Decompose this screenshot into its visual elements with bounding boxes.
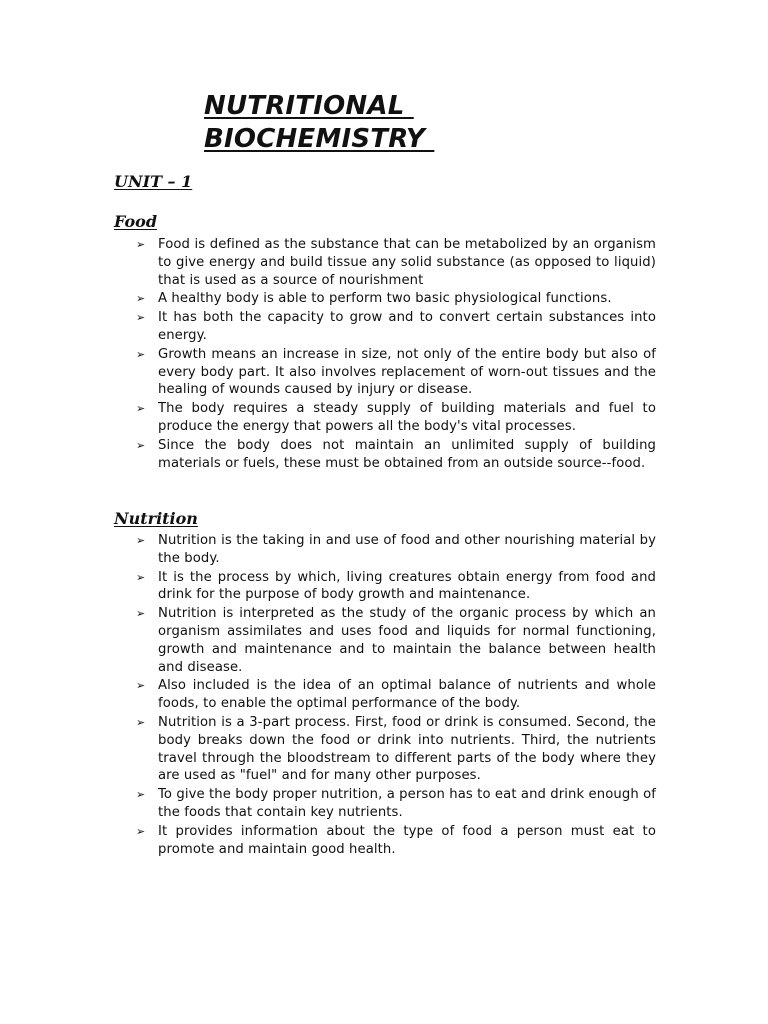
arrow-bullet-icon: ➢	[136, 402, 146, 416]
arrow-bullet-icon: ➢	[136, 607, 146, 621]
list-item	[134, 309, 656, 345]
list-item-text: It provides information about the type of food a person must eat to promote and maintain good health.	[158, 823, 656, 857]
document-title	[204, 90, 434, 156]
title-line-1: NUTRITIONAL	[204, 91, 414, 121]
nutrition-bullet-list	[134, 532, 656, 859]
arrow-bullet-icon: ➢	[136, 347, 146, 361]
list-item	[134, 236, 656, 289]
arrow-bullet-icon: ➢	[136, 311, 146, 325]
arrow-bullet-icon: ➢	[136, 570, 146, 584]
list-item	[134, 605, 656, 676]
list-item-text: The body requires a steady supply of building materials and fuel to produce the energy that powers all the body's vital processes.	[158, 401, 656, 434]
list-item	[134, 786, 656, 822]
unit-heading: UNIT – 1	[114, 172, 193, 191]
list-item	[134, 532, 656, 568]
list-item	[134, 823, 656, 859]
list-item-text: A healthy body is able to perform two basic physiological functions.	[158, 291, 612, 307]
list-item-text: Also included is the idea of an optimal balance of nutrients and whole foods, to enable the optimal performance of the body.	[158, 678, 656, 712]
list-item-text: Nutrition is interpreted as the study of the organic process by which an organism assimilates and uses food and liquids for normal functioning, growth and maintenance and to maintain the balance between health and disease.	[158, 606, 656, 675]
food-bullet-list	[134, 236, 656, 473]
list-item	[134, 677, 656, 713]
list-item	[134, 714, 656, 785]
list-item	[134, 569, 656, 605]
arrow-bullet-icon: ➢	[136, 292, 146, 306]
arrow-bullet-icon: ➢	[136, 238, 146, 251]
list-item-text: Nutrition is a 3-part process. First, food or drink is consumed. Second, the body breaks down the food or drink into nutrients. Third, the nutrients travel through the bloodstream to different parts of the body where they are used as "fuel" and for many other purposes.	[158, 714, 656, 784]
list-item-text: Since the body does not maintain an unlimited supply of building materials or fuels, these must be obtained from an outside source--food.	[158, 437, 656, 471]
list-item-text: It is the process by which, living creatures obtain energy from food and drink for the purpose of body growth and maintenance.	[158, 569, 656, 603]
list-item	[134, 437, 656, 473]
arrow-bullet-icon: ➢	[136, 788, 146, 802]
list-item-text: Growth means an increase in size, not only of the entire body but also of every body part. It also involves replacement of worn-out tissues and the healing of wounds caused by injury or disease.	[158, 346, 656, 398]
list-item-text: It has both the capacity to grow and to convert certain substances into energy.	[158, 310, 656, 343]
arrow-bullet-icon: ➢	[136, 715, 146, 729]
arrow-bullet-icon: ➢	[136, 679, 146, 693]
list-item-text: Food is defined as the substance that can be metabolized by an organism to give energy and build tissue any solid substance (as opposed to liquid) that is used as a source of nourishment	[158, 237, 656, 288]
list-item-text: To give the body proper nutrition, a person has to eat and drink enough of the foods that contain key nutrients.	[158, 787, 656, 820]
list-item	[134, 290, 656, 308]
arrow-bullet-icon: ➢	[136, 534, 146, 547]
section-heading-nutrition: Nutrition	[114, 509, 198, 528]
list-item	[134, 346, 656, 399]
section-heading-food: Food	[114, 212, 158, 231]
list-item	[134, 400, 656, 436]
arrow-bullet-icon: ➢	[136, 438, 146, 452]
title-line-2: BIOCHEMISTRY	[204, 124, 435, 154]
list-item-text: Nutrition is the taking in and use of food and other nourishing material by the body.	[158, 533, 656, 566]
arrow-bullet-icon: ➢	[136, 824, 146, 838]
